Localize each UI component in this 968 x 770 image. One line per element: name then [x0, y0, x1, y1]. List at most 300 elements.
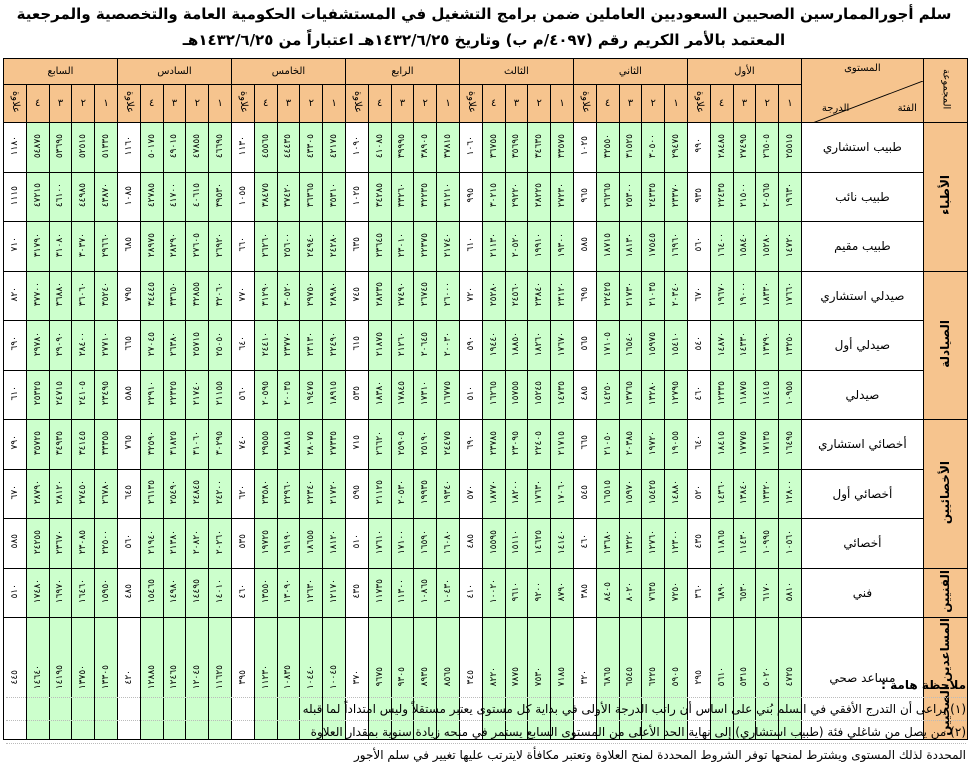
increment-cell: [459, 469, 482, 519]
salary-cell: [779, 172, 802, 222]
cell-value: ١١٧٣٥: [374, 579, 385, 604]
cell-value: ٤٣٥: [693, 534, 704, 549]
level-header-1: الأول: [687, 59, 801, 85]
salary-cell: [779, 469, 802, 519]
cell-value: ٤٨٥: [123, 583, 134, 599]
salary-cell: [254, 222, 277, 272]
cell-value: ٢٠٣٤٠: [671, 282, 681, 307]
cell-value: ٢٩٠٩٠: [55, 331, 66, 356]
cell-value: ١٩٤٤٠: [488, 331, 499, 356]
cell-value: ٣٨٥: [579, 583, 590, 599]
salary-cell: [596, 568, 619, 618]
salary-cell: [95, 172, 118, 222]
salary-cell: [710, 172, 733, 222]
salary-cell: [505, 519, 528, 569]
cell-value: ٣٢٠٦٠: [215, 282, 226, 307]
cell-value: ٢١١٣٠: [488, 232, 499, 257]
salary-cell: [437, 222, 460, 272]
cell-value: ٩٢٠٠: [534, 581, 545, 601]
salary-cell: [72, 321, 95, 371]
cell-value: ٧٤٥: [351, 286, 362, 302]
note-1: (١) يراعى أن التدرج الأفقي في السلم بُني على اساس أن راتب الدرجة الأولى في بداية كل مستوى يعتبر مستقلاً وليس امتداداً لما قبله: [6, 697, 966, 720]
salary-cell: [140, 568, 163, 618]
cell-value: ٢٤٢٠٠: [215, 480, 226, 505]
corner-header: [801, 59, 923, 123]
category-header-label: الفئة: [897, 103, 917, 114]
grade-header-l5-4: ٤: [254, 85, 277, 123]
cell-value: ٥٦٠: [123, 534, 134, 549]
salary-cell: [733, 469, 756, 519]
salary-cell: [300, 519, 323, 569]
group-name: الفنيين: [938, 569, 953, 613]
cell-value: ٢٠٥٦٥: [762, 183, 773, 208]
cell-value: ٨٥٦٥: [443, 667, 454, 687]
cell-value: ١٤٨٧٠: [716, 331, 727, 356]
salary-cell: [323, 370, 346, 420]
cell-value: ١٨٤١٥: [716, 430, 727, 455]
cell-value: ١٢١٧٠: [329, 579, 340, 604]
group-name: الصيادلة: [938, 319, 953, 368]
cell-value: ٤٧٨٥٥: [192, 133, 203, 158]
cell-value: ٢١٧٤٠: [443, 232, 454, 257]
cell-value: ٢٧٢٣٠: [557, 183, 568, 208]
cell-value: ١٥٢٤٥: [534, 381, 545, 406]
cell-value: ١٨٢٠٠: [511, 480, 522, 505]
cell-value: ١٨٩١٥: [329, 381, 340, 406]
cell-value: ١٣٣٠٥: [101, 664, 112, 689]
salary-cell: [368, 222, 391, 272]
cell-value: ٦٥٣٠: [739, 581, 750, 601]
grade-header-l6-1: ١: [209, 85, 232, 123]
cell-value: ٥٦٠: [693, 237, 704, 252]
salary-cell: [209, 420, 232, 470]
cell-value: ٣٠٣٧٠: [78, 232, 89, 257]
increment-cell: [231, 271, 254, 321]
cell-value: ٧٦٣٥: [648, 581, 659, 601]
cell-value: ٢٧٦٠٥: [192, 232, 203, 257]
salary-cell: [710, 271, 733, 321]
grade-header-l7-5: [4, 85, 27, 123]
cell-value: ١٠٨٦٥: [420, 579, 431, 604]
cell-value: ٢٠٢٦٠: [215, 529, 226, 554]
salary-cell: [140, 321, 163, 371]
salary-cell: [733, 568, 756, 618]
salary-cell: [437, 469, 460, 519]
grade-header-l2-5: [573, 85, 596, 123]
cell-value: ٥٠١٧٥: [146, 133, 157, 158]
cell-value: ١٥٨٤٠: [739, 232, 750, 257]
cell-value: ٢٣١٢٠: [557, 282, 568, 307]
salary-cell: [49, 568, 72, 618]
salary-cell: [482, 321, 505, 371]
salary-cell: [391, 222, 414, 272]
salary-cell: [26, 370, 49, 420]
cell-value: ٤٦٠: [693, 385, 704, 401]
salary-cell: [163, 370, 186, 420]
salary-cell: [665, 469, 688, 519]
salary-cell: [277, 271, 300, 321]
salary-cell: [209, 222, 232, 272]
salary-cell: [277, 123, 300, 173]
cell-value: ٧٦٥: [123, 435, 134, 450]
rank-cell: صيدلي: [801, 370, 923, 420]
increment-cell: [4, 568, 27, 618]
salary-cell: [756, 568, 779, 618]
increment-cell: [573, 271, 596, 321]
cell-value: ٣٦٠: [693, 583, 704, 599]
cell-value: ٦١٥: [351, 336, 362, 351]
cell-value: ٢٤٥٦٠: [511, 282, 522, 307]
increment-cell: [231, 519, 254, 569]
salary-cell: [756, 370, 779, 420]
cell-value: ١٣٥٥٠: [260, 579, 271, 604]
cell-value: ٧٢٥٠: [671, 581, 681, 601]
salary-cell: [756, 519, 779, 569]
cell-value: ٦١٠: [465, 237, 476, 252]
cell-value: ٦٨٩٠: [716, 581, 727, 601]
grade-header-l2-3: ٣: [619, 85, 642, 123]
cell-value: ١٤٧٣٥: [557, 381, 568, 406]
salary-cell: [756, 172, 779, 222]
cell-value: ٢٥٦٠٠: [283, 232, 294, 257]
salary-cell: [642, 568, 665, 618]
level-header-2: الثاني: [573, 59, 687, 85]
cell-value: ٢٠٣٨٥: [625, 430, 636, 455]
rank-cell: أخصائي استشاري: [801, 420, 923, 470]
cell-value: ١٣٢٥٠: [784, 331, 795, 356]
cell-value: ٢٣٨٤٠: [534, 282, 545, 307]
salary-cell: [665, 568, 688, 618]
salary-cell: [596, 519, 619, 569]
salary-cell: [733, 321, 756, 371]
salary-cell: [186, 172, 209, 222]
increment-cell: [345, 519, 368, 569]
salary-cell: [528, 568, 551, 618]
salary-cell: [300, 568, 323, 618]
cell-value: ٢٩٧٨٠: [32, 331, 43, 356]
increment-cell: [4, 172, 27, 222]
salary-cell: [186, 568, 209, 618]
cell-value: ٣٤٢٨٥: [374, 183, 385, 208]
group-name: المساعدين الصحيين: [938, 618, 953, 736]
salary-cell: [26, 568, 49, 618]
cell-value: ٦٧٠: [693, 286, 704, 302]
increment-cell: [345, 370, 368, 420]
cell-value: ١١٣٠٠: [397, 579, 408, 604]
salary-cell: [665, 321, 688, 371]
cell-value: ٢١١٥٥: [215, 381, 226, 406]
salary-cell: [26, 172, 49, 222]
salary-cell: [254, 172, 277, 222]
cell-value: ٢٢٣٧٥: [420, 232, 431, 257]
cell-value: ٣٨٤٧٥: [260, 183, 271, 208]
salary-cell: [437, 519, 460, 569]
salary-cell: [482, 222, 505, 272]
group-cell: [923, 271, 967, 420]
cell-value: ١١٨٠: [9, 136, 20, 156]
cell-value: ٣٤٩٣٥: [55, 430, 66, 455]
salary-cell: [49, 321, 72, 371]
salary-cell: [642, 321, 665, 371]
salary-cell: [665, 172, 688, 222]
salary-cell: [368, 321, 391, 371]
increment-cell: [345, 271, 368, 321]
increment-cell: [573, 222, 596, 272]
grade-header-l6-2: ٢: [186, 85, 209, 123]
cell-value: ١٨٣٨٠: [374, 381, 385, 406]
cell-value: ٢٥٩٠٥: [397, 430, 408, 455]
salary-cell: [300, 321, 323, 371]
increment-cell: [117, 568, 140, 618]
salary-cell: [300, 172, 323, 222]
increment-cell: [4, 519, 27, 569]
salary-cell: [619, 469, 642, 519]
salary-cell: [163, 271, 186, 321]
salary-cell: [779, 568, 802, 618]
cell-value: ٢٠٥٢٠: [511, 232, 522, 257]
cell-value: ٢٠٥٣٠: [397, 480, 408, 505]
salary-cell: [323, 123, 346, 173]
cell-value: ٤٢٠: [123, 669, 134, 685]
increment-cell: [4, 222, 27, 272]
cell-value: ١٢٣٠٠: [671, 529, 681, 554]
cell-value: ٣٤٥: [465, 669, 476, 685]
salary-cell: [596, 469, 619, 519]
increment-header-label: علاوة: [465, 90, 477, 113]
salary-cell: [551, 271, 574, 321]
salary-cell: [619, 321, 642, 371]
increment-cell: [573, 420, 596, 470]
cell-value: ٣١٠٦٠: [192, 430, 203, 455]
salary-cell: [619, 123, 642, 173]
cell-value: ١٦٥١٥: [602, 480, 613, 505]
cell-value: ٣١٠٨٠: [55, 232, 66, 257]
increment-cell: [687, 321, 710, 371]
cell-value: ٥٤٥: [579, 484, 590, 500]
cell-value: ٢٠٥٩٥: [260, 381, 271, 406]
cell-value: ١٠٥٦٠: [784, 529, 795, 554]
cell-value: ٣٥٦٩٥: [511, 133, 522, 158]
salary-cell: [710, 370, 733, 420]
title-line-2: المعتمد بالأمر الكريم رقم (٤٠٩٧/م ب) وتاريخ ١٤٣٢/٦/٢٥هـ اعتباراً من ١٤٣٢/٦/٢٥هـ: [182, 31, 786, 49]
salary-cell: [779, 321, 802, 371]
grade-header-l7-4: ٤: [26, 85, 49, 123]
salary-cell: [72, 172, 95, 222]
cell-value: ١٣٣٢٠: [762, 480, 773, 505]
salary-cell: [49, 370, 72, 420]
cell-value: ١٢٨٨٥: [146, 664, 157, 689]
salary-cell: [49, 123, 72, 173]
salary-cell: [368, 271, 391, 321]
cell-value: ٢٣٧٨٥: [488, 430, 499, 455]
cell-value: ١٧٣١٠: [420, 381, 431, 406]
cell-value: ٢٧٤٩٥: [739, 133, 750, 158]
salary-cell: [619, 222, 642, 272]
cell-value: ١٣٢٢٠: [625, 529, 636, 554]
cell-value: ٣٧٨١٥: [443, 133, 454, 158]
cell-value: ٢٤٨٤٥: [192, 480, 203, 505]
cell-value: ١٥٥٩٥: [488, 529, 499, 554]
cell-value: ٩٩٠: [693, 138, 704, 153]
increment-cell: [117, 519, 140, 569]
salary-cell: [779, 420, 802, 470]
cell-value: ٦٧٠: [9, 484, 20, 500]
salary-cell: [300, 123, 323, 173]
cell-value: ٦٦٠: [237, 237, 248, 252]
cell-value: ١٥٤٦٥: [146, 579, 157, 604]
group-header: [923, 59, 967, 123]
cell-value: ٢٣١٣٠: [306, 331, 317, 356]
salary-cell: [368, 123, 391, 173]
salary-cell: [163, 420, 186, 470]
cell-value: ١٠٩٩٥: [762, 529, 773, 554]
salary-cell: [710, 123, 733, 173]
salary-cell: [733, 222, 756, 272]
cell-value: ١٣٧٩٠: [762, 331, 773, 356]
salary-cell: [368, 519, 391, 569]
cell-value: ٢١٥٠٠: [739, 183, 750, 208]
grade-header-l5-1: ١: [323, 85, 346, 123]
salary-cell: [642, 370, 665, 420]
salary-cell: [254, 370, 277, 420]
notes-section: [6, 674, 966, 766]
salary-cell: [26, 469, 49, 519]
cell-value: ٣٢٢٣٥: [420, 183, 431, 208]
salary-cell: [391, 568, 414, 618]
increment-cell: [4, 469, 27, 519]
salary-cell: [733, 370, 756, 420]
cell-value: ١٤٣٣٠: [739, 331, 750, 356]
level-header-7: السابع: [4, 59, 118, 85]
cell-value: ٣٤٤٤٥: [146, 282, 157, 307]
cell-value: ٩٦٧٥: [374, 667, 385, 687]
cell-value: ١٠٨٥: [123, 185, 134, 205]
cell-value: ٤٤٩٨٥: [78, 183, 89, 208]
cell-value: ٥٨٥: [9, 534, 20, 549]
increment-cell: [231, 568, 254, 618]
salary-cell: [95, 568, 118, 618]
cell-value: ٢٢٤٠٥: [534, 430, 545, 455]
cell-value: ٥٣٥: [237, 534, 248, 549]
cell-value: ١٠٠٢٠: [488, 579, 499, 604]
cell-value: ١٧٦١٠: [374, 529, 385, 554]
cell-value: ١٩٧٢٥: [260, 529, 271, 554]
salary-cell: [391, 123, 414, 173]
salary-cell: [528, 469, 551, 519]
cell-value: ٢٩٧٥٠: [306, 282, 317, 307]
increment-header-label: علاوة: [579, 90, 591, 113]
cell-value: ٢٣٠١٠: [397, 232, 408, 257]
grade-header-l2-4: ٤: [596, 85, 619, 123]
cell-value: ١٢٣٣٥: [716, 381, 727, 406]
cell-value: ١٤٢٥٠: [602, 381, 613, 406]
group-cell: [923, 568, 967, 618]
salary-cell: [756, 420, 779, 470]
cell-value: ١٦٤٩٥: [784, 430, 795, 455]
salary-cell: [163, 469, 186, 519]
cell-value: ٢٤٢٥٥: [32, 529, 43, 554]
grade-header-l1-1: ١: [779, 85, 802, 123]
cell-value: ١٤٨٨٠: [671, 480, 681, 505]
cell-value: ١٧٦٣٠: [534, 480, 545, 505]
cell-value: ٢٣٧٧٠: [283, 331, 294, 356]
salary-cell: [505, 271, 528, 321]
cell-value: ١٨٧١٥: [602, 232, 613, 257]
cell-value: ٢٢٣٤٠: [306, 480, 317, 505]
salary-cell: [49, 271, 72, 321]
salary-cell: [756, 222, 779, 272]
cell-value: ٨٠٢٠: [625, 581, 636, 601]
table-row: [4, 519, 968, 569]
salary-cell: [505, 420, 528, 470]
cell-value: ٩٦١٠: [511, 581, 522, 601]
cell-value: ٢٢٥٠٠: [101, 529, 112, 554]
salary-cell: [277, 370, 300, 420]
cell-value: ٤٠٦١٥: [192, 183, 203, 208]
cell-value: ٥٩٠: [465, 336, 476, 351]
increment-cell: [231, 321, 254, 371]
grade-header-l3-5: [459, 85, 482, 123]
cell-value: ٥٤٠: [693, 336, 704, 351]
cell-value: ٧١٠: [9, 237, 20, 252]
cell-value: ٢٢٩١٠: [146, 381, 157, 406]
group-name: الأطباء: [938, 175, 953, 216]
cell-value: ٢٧٤٥٠: [78, 480, 89, 505]
increment-cell: [459, 568, 482, 618]
salary-cell: [26, 271, 49, 321]
cell-value: ٢٠٠٣٠: [443, 331, 454, 356]
cell-value: ١١٦٢٥: [215, 664, 226, 689]
cell-value: ١١٤٣٠: [739, 529, 750, 554]
cell-value: ٥٨١٠: [784, 581, 795, 601]
increment-cell: [687, 519, 710, 569]
increment-cell: [117, 321, 140, 371]
increment-cell: [231, 370, 254, 420]
cell-value: ١٤٦٢٥: [534, 529, 545, 554]
cell-value: ٢٨٠٧٥: [306, 430, 317, 455]
salary-cell: [551, 370, 574, 420]
cell-value: ١٩٠٠٠: [739, 282, 750, 307]
salary-cell: [254, 519, 277, 569]
cell-value: ٢٣٣٧٠: [671, 183, 681, 208]
cell-value: ١٥٩٧٠: [625, 480, 636, 505]
cell-value: ٢٨٩٨٠: [329, 282, 340, 307]
increment-cell: [117, 123, 140, 173]
salary-cell: [642, 420, 665, 470]
cell-value: ٤٧٢١٥: [32, 183, 43, 208]
increment-cell: [459, 370, 482, 420]
cell-value: ٣٣٦٥٠: [169, 282, 180, 307]
cell-value: ٤٦١٠٠: [55, 183, 66, 208]
increment-cell: [117, 469, 140, 519]
salary-cell: [72, 519, 95, 569]
salary-cell: [277, 172, 300, 222]
cell-value: ٢٥٤٩٠: [169, 480, 180, 505]
salary-cell: [528, 271, 551, 321]
cell-value: ١١١٥: [9, 185, 20, 205]
increment-cell: [345, 469, 368, 519]
salary-cell: [619, 519, 642, 569]
cell-value: ١٨٨٥٠: [511, 331, 522, 356]
salary-cell: [140, 519, 163, 569]
salary-cell: [368, 469, 391, 519]
increment-cell: [117, 420, 140, 470]
salary-cell: [323, 420, 346, 470]
salary-cell: [277, 469, 300, 519]
salary-cell: [414, 321, 437, 371]
cell-value: ٦٤٠: [237, 336, 248, 351]
cell-value: ٥١٣٣٥: [101, 133, 112, 158]
